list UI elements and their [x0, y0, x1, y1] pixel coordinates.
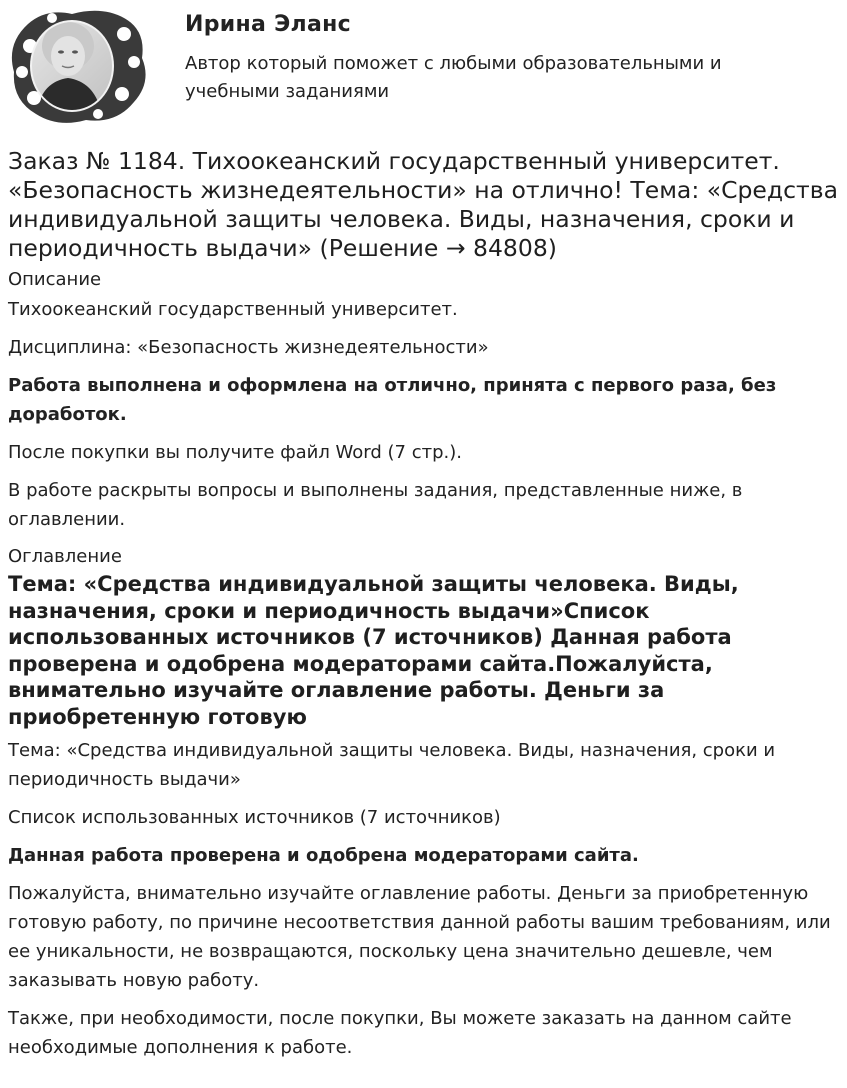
author-header [0, 0, 847, 130]
toc-label: Оглавление [8, 546, 122, 567]
quality-note: Работа выполнена и оформлена на отлично, принята с первого раза, без доработок. [8, 375, 777, 425]
file-info: После покупки вы получите файл Word (7 стр.). [8, 442, 463, 463]
contents-note: В работе раскрыты вопросы и выполнены задания, представленные ниже, в оглавлении. [8, 480, 743, 530]
author-avatar[interactable] [6, 6, 152, 126]
toc-heading: Тема: «Средства индивидуальной защиты человека. Виды, назначения, сроки и периодичность выдачи»Список использованных источников (7 источников) Данная работа проверена и одобрена модераторами сайта.Пожалуйста, внимательно изучайте оглавление работы. Деньги за приобретенную готовую [8, 572, 739, 729]
order-content [8, 147, 840, 1071]
toc-topic: Тема: «Средства индивидуальной защиты человека. Виды, назначения, сроки и периодичность выдачи» [8, 740, 776, 790]
toc-moderation: Данная работа проверена и одобрена модераторами сайта. [8, 845, 639, 866]
author-name[interactable]: Ирина Эланс [185, 12, 351, 37]
discipline-text: Дисциплина: «Безопасность жизнедеятельности» [8, 337, 489, 358]
author-description: Автор который поможет с любыми образовательными и учебными заданиями [185, 53, 722, 102]
toc-sources: Список использованных источников (7 источников) [8, 807, 501, 828]
description-label: Описание [8, 269, 102, 290]
university-text: Тихоокеанский государственный университет. [8, 299, 458, 320]
author-photo-icon [6, 6, 152, 126]
order-title: Заказ № 1184. Тихоокеанский государственный университет. «Безопасность жизнедеятельности» на отлично! Тема: «Средства индивидуальной защиты человека. Виды, назначения, сроки и периодичность выдачи» (Решение → 84808) [8, 147, 838, 262]
toc-warning: Пожалуйста, внимательно изучайте оглавление работы. Деньги за приобретенную готовую работу, по причине несоответствия данной работы вашим требованиям, или ее уникальности, не возвращаются, поскольку цена значительно дешевле, чем заказывать новую работу. [8, 883, 831, 991]
toc-addons: Также, при необходимости, после покупки, Вы можете заказать на данном сайте необходимые дополнения к работе. [8, 1008, 792, 1058]
